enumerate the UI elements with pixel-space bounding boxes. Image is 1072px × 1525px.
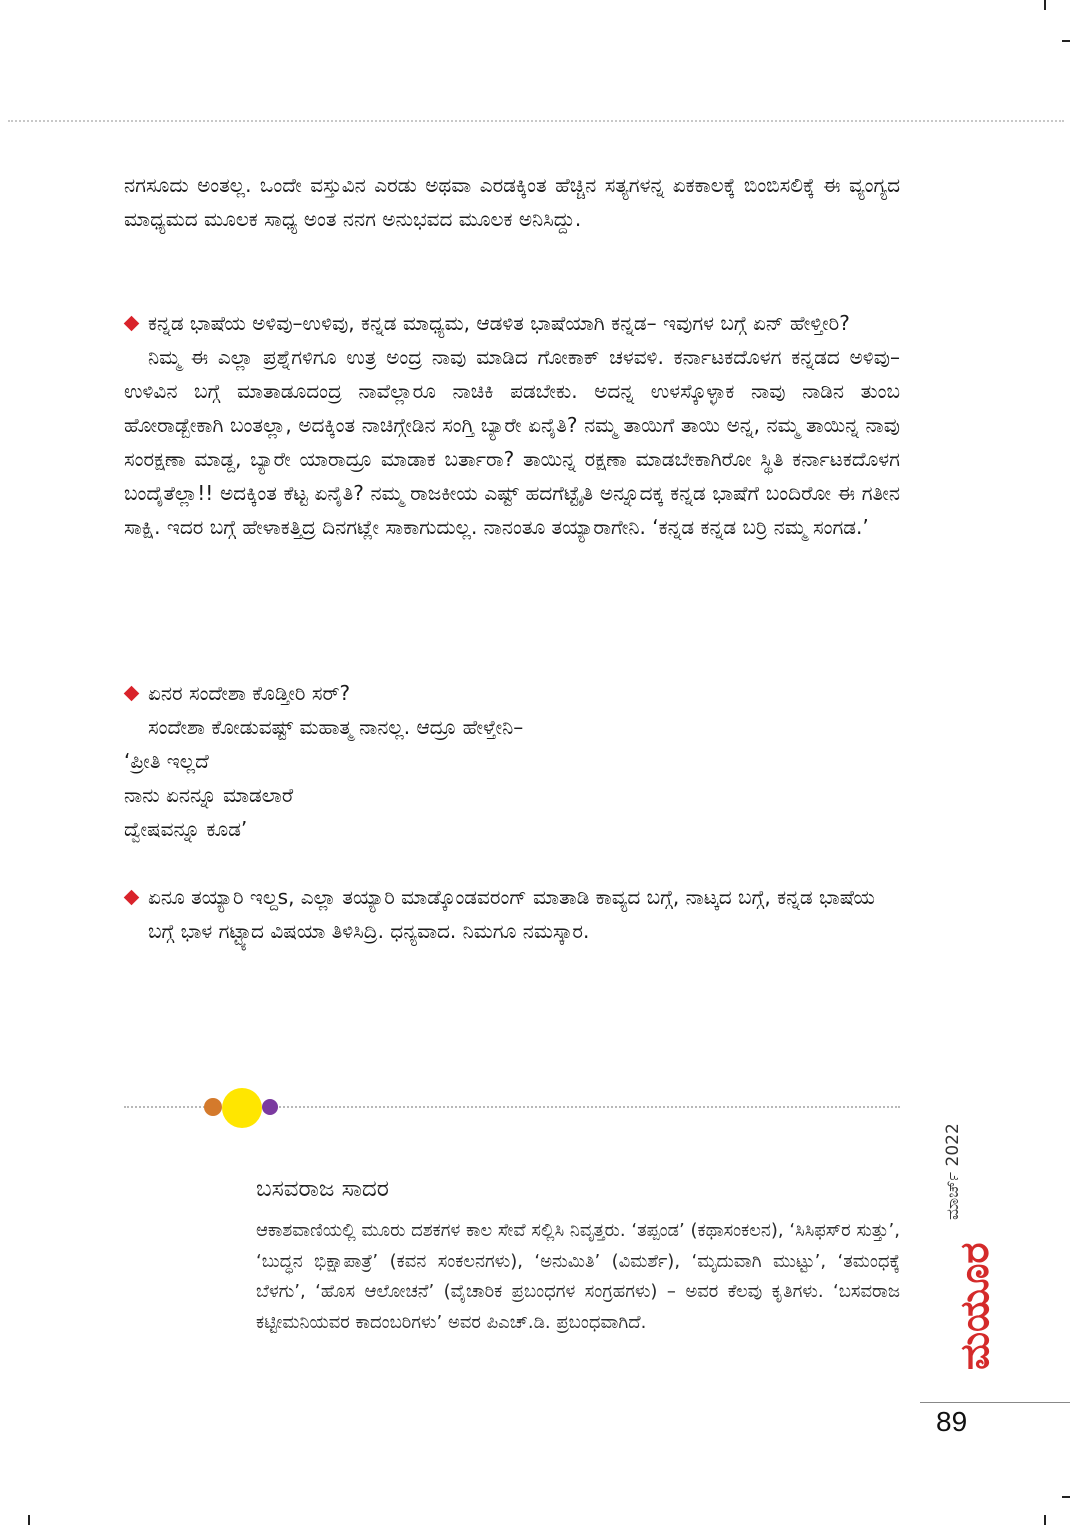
diamond-bullet-icon (124, 316, 140, 332)
yellow-dot-icon (222, 1088, 262, 1128)
orange-dot-icon (204, 1098, 222, 1116)
crop-mark-top (1044, 0, 1046, 10)
page-number: 89 (936, 1406, 968, 1437)
diamond-bullet-icon (124, 890, 140, 906)
diamond-bullet-icon (124, 686, 140, 702)
crop-mark-bottom-left (28, 1515, 30, 1525)
qa-block-language (124, 306, 900, 544)
qa-block-closing (124, 880, 900, 948)
poem-line: ದ್ವೇಷವನ್ನೂ ಕೂಡ’ (124, 817, 248, 841)
crop-mark-right (1062, 40, 1070, 42)
top-dotted-rule (8, 120, 1064, 122)
answer-text: ಸಂದೇಶಾ ಕೋಡುವಷ್ಟ್ ಮಹಾತ್ಮ ನಾನಲ್ಲ. ಆದ್ರೂ ಹೇಳ್ತೇನಿ– (148, 715, 524, 739)
poem-line: ‘ಪ್ರೀತಿ ಇಲ್ಲದೆ (124, 749, 209, 773)
purple-dot-icon (262, 1099, 278, 1115)
question (124, 676, 900, 710)
crop-mark-right-bottom (1062, 1496, 1070, 1498)
question (124, 306, 900, 340)
qa-block-message (124, 676, 900, 846)
magazine-logo: ಮಯೂರ (952, 1242, 998, 1370)
intro-paragraph: ನಗಸೂದು ಅಂತಲ್ಲ. ಒಂದೇ ವಸ್ತುವಿನ ಎರಡು ಅಥವಾ ಎರಡಕ್ಕಿಂತ ಹೆಚ್ಚಿನ ಸತ್ಯಗಳನ್ನ ಏಕಕಾಲಕ್ಕೆ ಬಿಂಬಿಸಲಿಕ್ಕೆ ಈ ವ್ಯಂಗ್ಯದ ಮಾಧ್ಯಮದ ಮೂಲಕ ಸಾಧ್ಯ ಅಂತ ನನಗ ಅನುಭವದ ಮೂಲಕ ಅನಿಸಿದ್ದು. (124, 173, 900, 231)
author-bio: ಆಕಾಶವಾಣಿಯಲ್ಲಿ ಮೂರು ದಶಕಗಳ ಕಾಲ ಸೇವೆ ಸಲ್ಲಿಸಿ ನಿವೃತ್ತರು. ‘ತಪ್ಪಂಡ’ (ಕಥಾಸಂಕಲನ), ‘ಸಿಸಿಫಸ್‌ರ ಸುತ್ತು’, ‘ಬುದ್ಧನ ಭಿಕ್ಷಾಪಾತ್ರೆ’ (ಕವನ ಸಂಕಲನಗಳು), ‘ಅನುಮಿತಿ’ (ವಿಮರ್ಶೆ), ‘ಮೃದುವಾಗಿ ಮುಟ್ಟು’, ‘ತಮಂಧಕ್ಕೆ ಬೆಳಗು’, ‘ಹೊಸ ಆಲೋಚನೆ’ (ವೈಚಾರಿಕ ಪ್ರಬಂಧಗಳ ಸಂಗ್ರಹಗಳು) – ಅವರ ಕೆಲವು ಕೃತಿಗಳು. ‘ಬಸವರಾಜ ಕಟ್ಟೀಮನಿಯವರ ಕಾದಂಬರಿಗಳು’ ಅವರ ಪಿಎಚ್.ಡಿ. ಪ್ರಬಂಧವಾಗಿದೆ. (256, 1220, 900, 1333)
answer-text: ನಿಮ್ಮ ಈ ಎಲ್ಲಾ ಪ್ರಶ್ನೆಗಳಿಗೂ ಉತ್ರ ಅಂದ್ರ ನಾವು ಮಾಡಿದ ಗೋಕಾಕ್ ಚಳವಳಿ. ಕರ್ನಾಟಕದೊಳಗ ಕನ್ನಡದ ಅಳಿವು–ಉಳಿವಿನ ಬಗ್ಗೆ ಮಾತಾಡೂದಂದ್ರ ನಾವೆಲ್ಲಾರೂ ನಾಚಿಕಿ ಪಡಬೇಕು. ಅದನ್ನ ಉಳಸ್ಕೊಳ್ಳಾಕ ನಾವು ನಾಡಿನ ತುಂಬ ಹೋರಾಡ್ಬೇಕಾಗಿ ಬಂತಲ್ಲಾ, ಅದಕ್ಕಿಂತ ನಾಚಿಗ್ಗೇಡಿನ ಸಂಗ್ತಿ ಬ್ಯಾರೇ ಏನೈತಿ? ನಮ್ಮ ತಾಯಿಗೆ ತಾಯಿ ಅನ್ನ, ನಮ್ಮ ತಾಯಿನ್ನ ನಾವು ಸಂರಕ್ಷಣಾ ಮಾಡ್ದ, ಬ್ಯಾರೇ ಯಾರಾದ್ರೂ ಮಾಡಾಕ ಬರ್ತಾರಾ? ತಾಯಿನ್ನ ರಕ್ಷಣಾ ಮಾಡಬೇಕಾಗಿರೋ ಸ್ಥಿತಿ ಕರ್ನಾಟಕದೊಳಗ ಬಂದೈತೆಲ್ಲಾ!! ಅದಕ್ಕಿಂತ ಕೆಟ್ಟ ಏನೈತಿ? ನಮ್ಮ ರಾಜಕೀಯ ಎಷ್ಟ್ ಹದಗೆಟ್ಟೈತಿ ಅನ್ನೂದಕ್ಕ ಕನ್ನಡ ಭಾಷೆಗೆ ಬಂದಿರೋ ಈ ಗತೀನ ಸಾಕ್ಷಿ. ಇದರ ಬಗ್ಗೆ ಹೇಳಾಕತ್ತಿದ್ರ ದಿನಗಟ್ಲೇ ಸಾಕಾಗುದುಲ್ಲ. ನಾನಂತೂ ತಯ್ಯಾರಾಗೇನಿ. ‘ಕನ್ನಡ ಕನ್ನಡ ಬರ್‍ರಿ ನಮ್ಮ ಸಂಗಡ.’ (124, 345, 900, 539)
question-text: ಏನರ ಸಂದೇಶಾ ಕೊಡ್ತೀರಿ ಸರ್? (148, 681, 351, 705)
question-text: ಏನೂ ತಯ್ಯಾರಿ ಇಲ್ದs, ಎಲ್ಲಾ ತಯ್ಯಾರಿ ಮಾಡ್ಕೊಂಡವರಂಗ್ ಮಾತಾಡಿ ಕಾವ್ಯದ ಬಗ್ಗೆ, ನಾಟ್ಕದ ಬಗ್ಗೆ, ಕನ್ನಡ ಭಾಷೆಯ ಬಗ್ಗೆ ಭಾಳ ಗಟ್ಟ್ಯಾದ ವಿಷಯಾ ತಿಳಿಸಿದ್ರಿ. ಧನ್ಯವಾದ. ನಿಮಗೂ ನಮಸ್ಕಾರ. (148, 885, 875, 943)
poem (124, 744, 900, 846)
question (124, 880, 900, 948)
author-name: ಬಸವರಾಜ ಸಾದರ (256, 1176, 389, 1202)
page-number-rule (920, 1402, 1070, 1403)
crop-mark-bottom-right (1044, 1515, 1046, 1525)
issue-date: ಮಾರ್ಚ್ 2022 (943, 1123, 963, 1220)
poem-line: ನಾನು ಏನನ್ನೂ ಮಾಡಲಾರೆ (124, 783, 294, 807)
question-text: ಕನ್ನಡ ಭಾಷೆಯ ಅಳಿವು–ಉಳಿವು, ಕನ್ನಡ ಮಾಧ್ಯಮ, ಆಡಳಿತ ಭಾಷೆಯಾಗಿ ಕನ್ನಡ– ಇವುಗಳ ಬಗ್ಗೆ ಏನ್ ಹೇಳ್ತೀರಿ? (148, 311, 850, 335)
